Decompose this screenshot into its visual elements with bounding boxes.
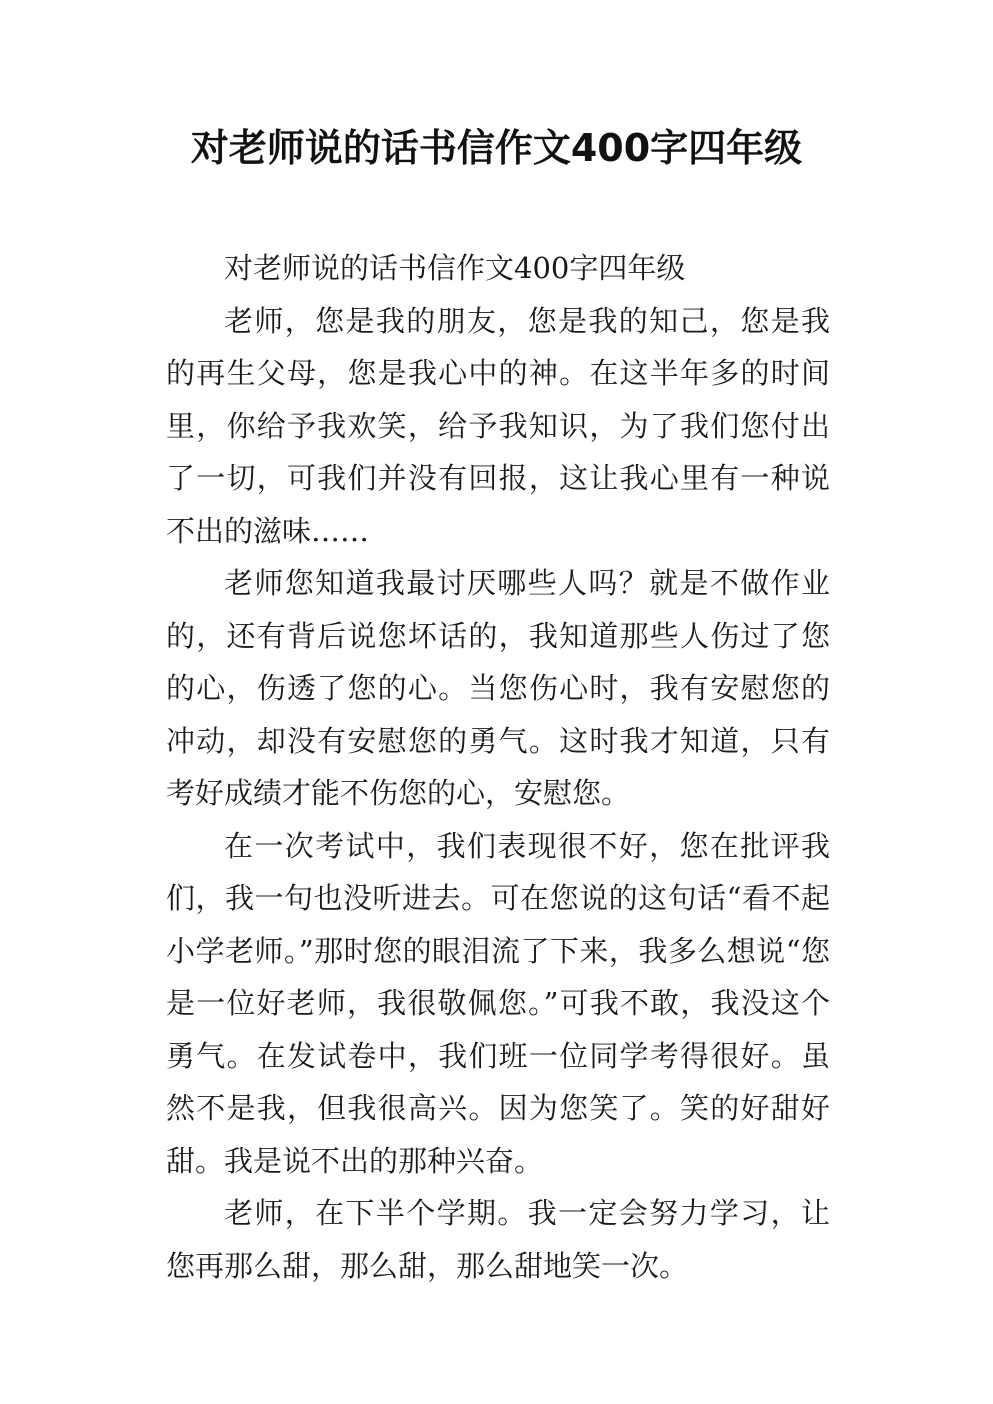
paragraph: 老师，在下半个学期。我一定会努力学习，让您再那么甜，那么甜，那么甜地笑一次。 bbox=[166, 1196, 830, 1283]
document-title: 对老师说的话书信作文400字四年级 bbox=[190, 126, 803, 170]
paragraph: 老师，您是我的朋友，您是我的知己，您是我的再生父母，您是我心中的神。在这半年多的时间里，你给予我欢笑，给予我知识，为了我们您付出了一切，可我们并没有回报，这让我心里有一种说不出的滋味…… bbox=[166, 303, 830, 548]
document-body bbox=[166, 242, 830, 1292]
paragraph: 在一次考试中，我们表现很不好，您在批评我们，我一句也没听进去。可在您说的这句话“看不起小学老师。”那时您的眼泪流了下来，我多么想说“您是一位好老师，我很敬佩您。”可我不敢，我没这个勇气。在发试卷中，我们班一位同学考得很好。虽然不是我，但我很高兴。因为您笑了。笑的好甜好甜。我是说不出的那种兴奋。 bbox=[166, 828, 830, 1178]
paragraph: 老师您知道我最讨厌哪些人吗？就是不做作业的，还有背后说您坏话的，我知道那些人伤过了您的心，伤透了您的心。当您伤心时，我有安慰您的冲动，却没有安慰您的勇气。这时我才知道，只有考好成绩才能不伤您的心，安慰您。 bbox=[166, 566, 830, 810]
paragraph-subtitle: 对老师说的话书信作文400字四年级 bbox=[224, 251, 686, 285]
